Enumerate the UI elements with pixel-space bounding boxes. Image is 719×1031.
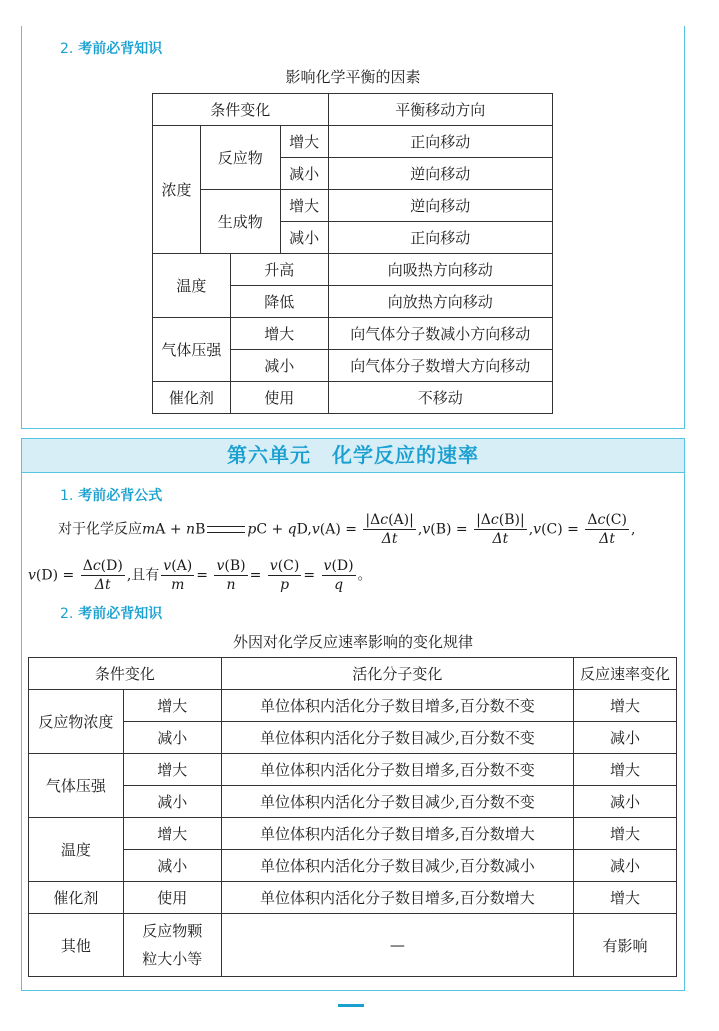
molecule-cell: 单位体积内活化分子数目增多,百分数不变: [221, 754, 573, 786]
molecule-cell: 单位体积内活化分子数目减少,百分数不变: [221, 786, 573, 818]
change-cell: 增大: [280, 126, 328, 158]
result-cell: 正向移动: [328, 222, 552, 254]
rate-cell: 增大: [574, 818, 677, 850]
change-cell: 减小: [280, 158, 328, 190]
result-cell: 逆向移动: [328, 190, 552, 222]
change-cell: 减小: [123, 850, 221, 882]
rate-cell: 增大: [574, 882, 677, 914]
header-molecule: 活化分子变化: [221, 658, 573, 690]
molecule-cell: 单位体积内活化分子数目增多,百分数不变: [221, 690, 573, 722]
factor-catalyst: 催化剂: [29, 882, 124, 914]
molecule-cell: —: [221, 914, 573, 977]
change-cell: 升高: [230, 254, 328, 286]
factor-pressure: 气体压强: [153, 318, 231, 382]
header-direction: 平衡移动方向: [328, 94, 552, 126]
reactant-label: 反应物: [200, 126, 280, 190]
factor-temperature: 温度: [153, 254, 231, 318]
section-heading: 2. 考前必背知识: [60, 41, 163, 57]
change-cell: 增大: [123, 818, 221, 850]
rate-factors-table: [28, 657, 677, 977]
rate-cell: 增大: [574, 754, 677, 786]
result-cell: 正向移动: [328, 126, 552, 158]
change-cell: 增大: [230, 318, 328, 350]
result-cell: 向放热方向移动: [328, 286, 552, 318]
equilibrium-section: [21, 26, 685, 429]
result-cell: 向气体分子数增大方向移动: [328, 350, 552, 382]
header-condition: 条件变化: [29, 658, 222, 690]
table-caption: 影响化学平衡的因素: [285, 68, 421, 86]
result-cell: 向吸热方向移动: [328, 254, 552, 286]
change-cell: 增大: [280, 190, 328, 222]
molecule-cell: 单位体积内活化分子数目增多,百分数增大: [221, 882, 573, 914]
change-cell: 使用: [230, 382, 328, 414]
rate-formula-line1: 对于化学反应mA + nB pC + qD,v(A) = $\frac{|\Delta c(A)|}{\Delta t}$ ,v(B) = $\frac{|\Delta c(B)|}{\Delta t}$ ,v(C) = $\frac{\Delta c(C)}{\Delta t}$ ,: [58, 512, 636, 547]
change-cell: 反应物颗 粒大小等: [123, 914, 221, 977]
molecule-cell: 单位体积内活化分子数目减少,百分数减小: [221, 850, 573, 882]
result-cell: 逆向移动: [328, 158, 552, 190]
rate-cell: 增大: [574, 690, 677, 722]
change-cell: 增大: [123, 690, 221, 722]
header-condition: 条件变化: [153, 94, 329, 126]
change-cell: 使用: [123, 882, 221, 914]
change-cell: 减小: [230, 350, 328, 382]
molecule-cell: 单位体积内活化分子数目减少,百分数不变: [221, 722, 573, 754]
factor-other: 其他: [29, 914, 124, 977]
equilibrium-factors-table: [152, 93, 553, 414]
result-cell: 不移动: [328, 382, 552, 414]
change-cell: 降低: [230, 286, 328, 318]
section-heading: 2. 考前必背知识: [60, 606, 163, 622]
page-marker: [338, 1004, 364, 1007]
product-label: 生成物: [200, 190, 280, 254]
unit-title: 第六单元 化学反应的速率: [22, 439, 684, 473]
change-cell: 增大: [123, 754, 221, 786]
change-cell: 减小: [123, 786, 221, 818]
header-rate: 反应速率变化: [574, 658, 677, 690]
rate-cell: 减小: [574, 850, 677, 882]
rate-cell: 有影响: [574, 914, 677, 977]
rate-formula-line2: v(D) = $\frac{\Delta c(D)}{\Delta t}$ ,且有 $\frac{v(A)}{m}$ = $\frac{v(B)}{n}$ = $\frac{v(C)}{p}$ = $\frac{v(D)}{q}$ 。: [28, 558, 372, 593]
change-cell: 减小: [123, 722, 221, 754]
rate-cell: 减小: [574, 722, 677, 754]
table-caption: 外因对化学反应速率影响的变化规律: [232, 633, 473, 651]
section-heading: 1. 考前必背公式: [60, 488, 163, 504]
change-cell: 减小: [280, 222, 328, 254]
factor-pressure: 气体压强: [29, 754, 124, 818]
molecule-cell: 单位体积内活化分子数目增多,百分数增大: [221, 818, 573, 850]
rate-section: [21, 438, 685, 991]
factor-temperature: 温度: [29, 818, 124, 882]
factor-concentration: 浓度: [153, 126, 201, 254]
result-cell: 向气体分子数减小方向移动: [328, 318, 552, 350]
factor-concentration: 反应物浓度: [29, 690, 124, 754]
rate-cell: 减小: [574, 786, 677, 818]
factor-catalyst: 催化剂: [153, 382, 231, 414]
